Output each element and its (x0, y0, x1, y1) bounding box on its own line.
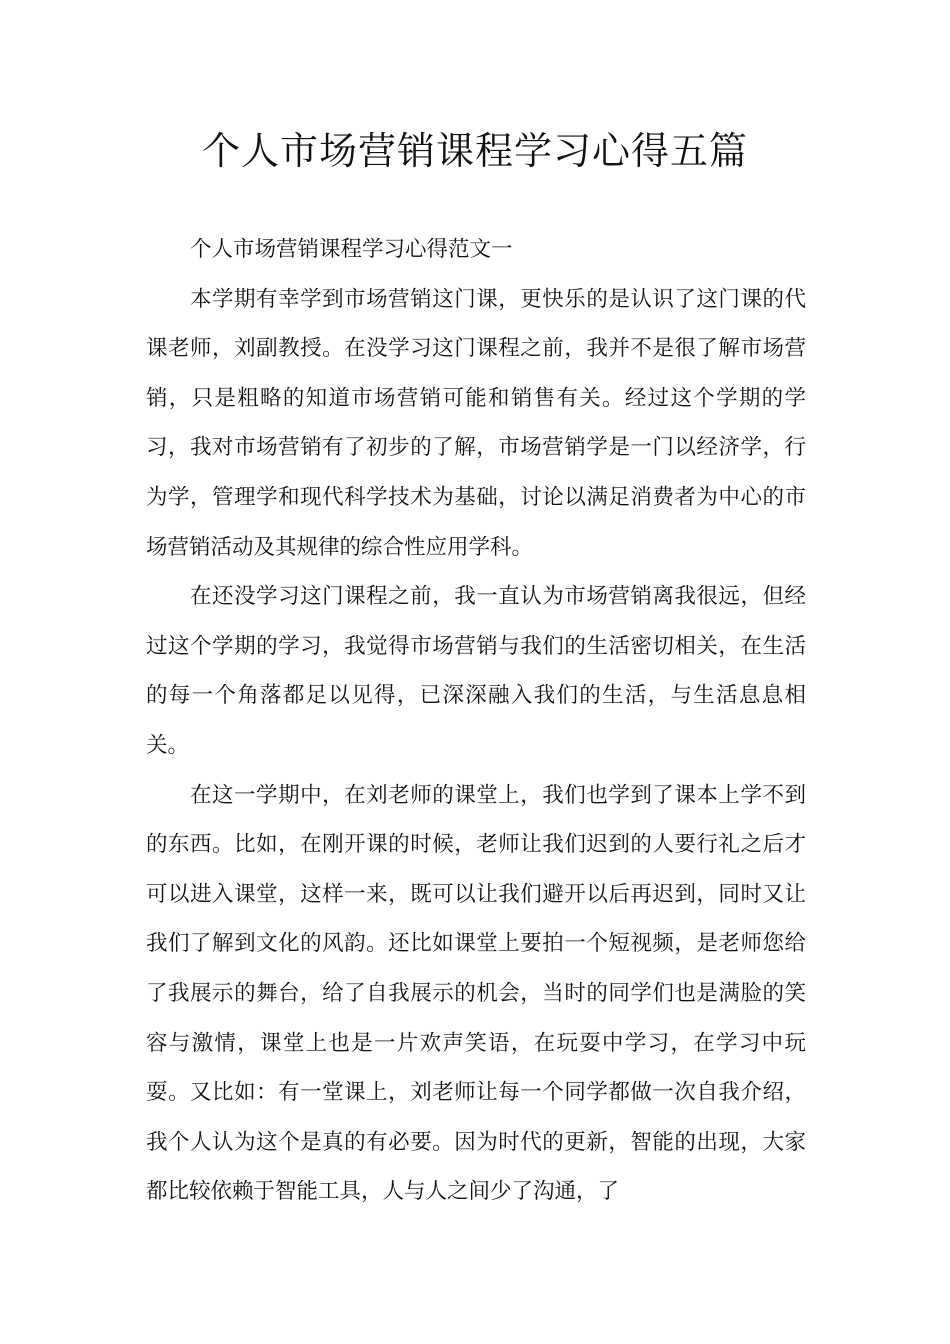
document-body (146, 225, 806, 1217)
paragraph-3: 在这一学期中，在刘老师的课堂上，我们也学到了课本上学不到的东西。比如，在刚开课的时候，老师让我们迟到的人要行礼之后才可以进入课堂，这样一来，既可以让我们避开以后再迟到，同时又让我们了解到文化的风韵。还比如课堂上要拍一个短视频，是老师您给了我展示的舞台，给了自我展示的机会，当时的同学们也是满脸的笑容与激情，课堂上也是一片欢声笑语，在玩耍中学习，在学习中玩耍。又比如：有一堂课上，刘老师让每一个同学都做一次自我介绍，我个人认为这个是真的有必要。因为时代的更新，智能的出现，大家都比较依赖于智能工具，人与人之间少了沟通，了 (146, 782, 806, 1205)
paragraph-2: 在还没学习这门课程之前，我一直认为市场营销离我很远，但经过这个学期的学习，我觉得市场营销与我们的生活密切相关，在生活的每一个角落都足以见得，已深深融入我们的生活，与生活息息相关。 (146, 584, 806, 758)
document-title: 个人市场营销课程学习心得五篇 (201, 129, 748, 173)
paragraph-subtitle: 个人市场营销课程学习心得范文一 (190, 237, 513, 262)
paragraph-1: 本学期有幸学到市场营销这门课，更快乐的是认识了这门课的代课老师，刘副教授。在没学习这门课程之前，我并不是很了解市场营销，只是粗略的知道市场营销可能和销售有关。经过这个学期的学习，我对市场营销有了初步的了解，市场营销学是一门以经济学，行为学，管理学和现代科学技术为基础，讨论以满足消费者为中心的市场营销活动及其规律的综合性应用学科。 (146, 286, 806, 560)
